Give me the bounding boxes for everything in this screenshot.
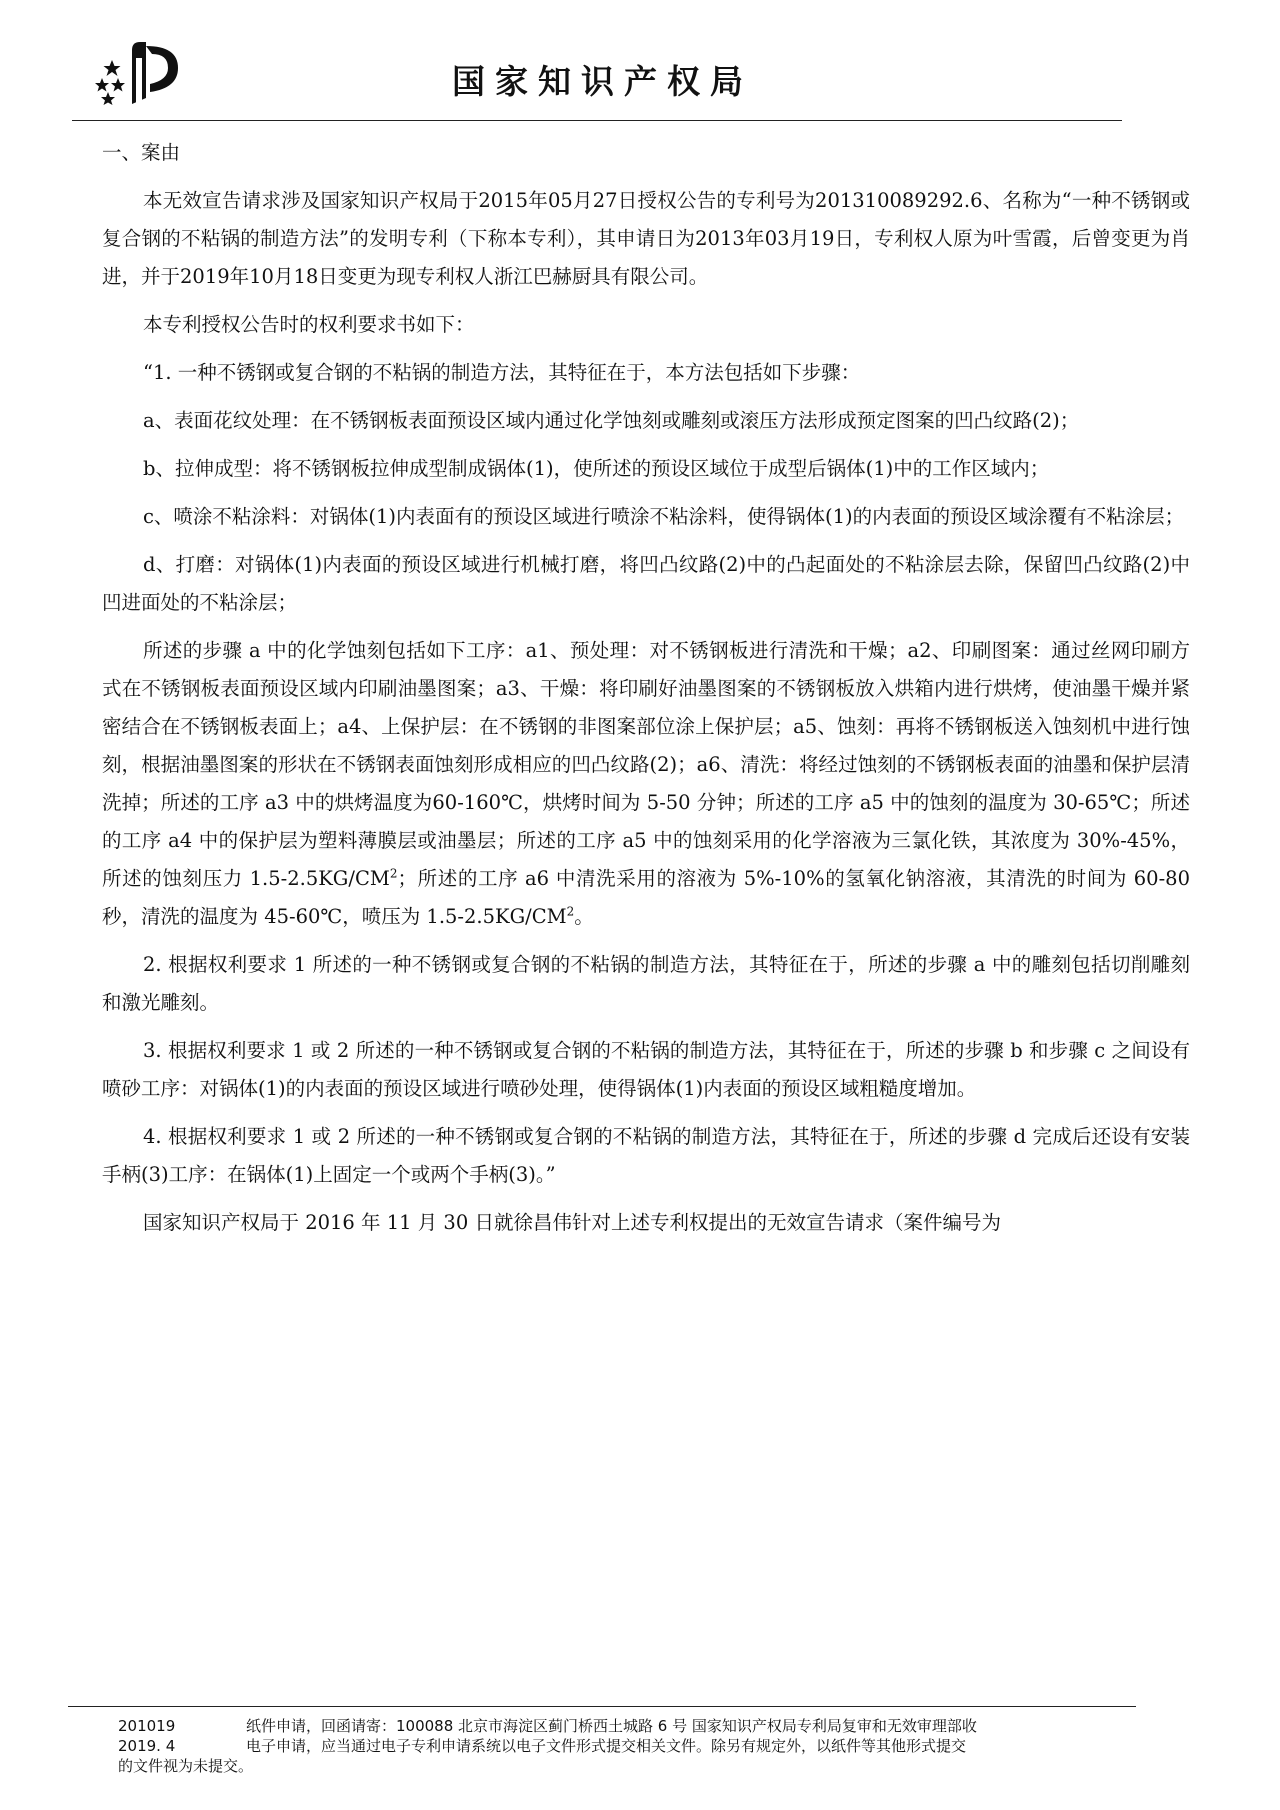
footer-electronic-notice-cont: 的文件视为未提交。: [118, 1757, 254, 1775]
claim-1-step-d: d、打磨：对锅体(1)内表面的预设区域进行机械打磨，将凹凸纹路(2)中的凸起面处的不粘涂层去除，保留凹凸纹路(2)中凹进面处的不粘涂层；: [102, 553, 1190, 614]
claim-1-etching-process: [102, 632, 1190, 936]
claim-1-step-c: c、喷涂不粘涂料：对锅体(1)内表面有的预设区域进行喷涂不粘涂料，使得锅体(1)的内表面的预设区域涂覆有不粘涂层；: [143, 505, 1185, 528]
form-code: 201019: [118, 1717, 176, 1735]
claim-1-step-b: b、拉伸成型：将不锈钢板拉伸成型制成锅体(1)，使所述的预设区域位于成型后锅体(1)中的工作区域内；: [143, 457, 1050, 480]
page-footer: [118, 1716, 1198, 1776]
claim-1-step-a: a、表面花纹处理：在不锈钢板表面预设区域内通过化学蚀刻或雕刻或滚压方法形成预定图案的凹凸纹路(2)；: [143, 409, 1080, 432]
form-version: 2019. 4: [118, 1737, 176, 1755]
etching-text-end: 。: [574, 905, 594, 928]
closing-paragraph: 国家知识产权局于 2016 年 11 月 30 日就徐昌伟针对上述专利权提出的无效宣告请求（案件编号为: [143, 1211, 1001, 1234]
claim-2: 2. 根据权利要求 1 所述的一种不锈钢或复合钢的不粘锅的制造方法，其特征在于，所述的步骤 a 中的雕刻包括切削雕刻和激光雕刻。: [102, 953, 1190, 1014]
page-header: [0, 0, 1280, 122]
agency-name: 国家知识产权局: [452, 62, 753, 101]
section-heading: 一、案由: [102, 141, 181, 164]
etching-text: 所述的步骤 a 中的化学蚀刻包括如下工序：a1、预处理：对不锈钢板进行清洗和干燥；a2、印刷图案：通过丝网印刷方式在不锈钢板表面预设区域内印刷油墨图案；a3、干燥：将印刷好油墨图案的不锈钢板放入烘箱内进行烘烤，使油墨干燥并紧密结合在不锈钢板表面上；a4、上保护层：在不锈钢的非图案部位涂上保护层；a5、蚀刻：再将不锈钢板送入蚀刻机中进行蚀刻，根据油墨图案的形状在不锈钢表面蚀刻形成相应的凹凸纹路(2)；a6、清洗：将经过蚀刻的不锈钢板表面的油墨和保护层清洗掉；所述的工序 a3 中的烘烤温度为60-160℃，烘烤时间为 5-50 分钟；所述的工序 a5 中的蚀刻的温度为 30-65℃；所述的工序 a4 中的保护层为塑料薄膜层或油墨层；所述的工序 a5 中的蚀刻采用的化学溶液为三氯化铁，其浓度为 30%-45%，所述的蚀刻压力 1.5-2.5KG/CM: [102, 639, 1190, 890]
superscript: 2: [566, 904, 575, 919]
paragraph-claims-intro: 本专利授权公告时的权利要求书如下：: [143, 313, 475, 336]
document-body: [102, 134, 1190, 1242]
header-divider: [72, 120, 1122, 121]
claim-1-heading: “1. 一种不锈钢或复合钢的不粘锅的制造方法，其特征在于，本方法包括如下步骤：: [143, 361, 861, 384]
footer-mail-notice: 纸件申请，回函请寄：100088 北京市海淀区蓟门桥西土城路 6 号 国家知识产权局专利局复审和无效审理部收: [246, 1717, 977, 1735]
superscript: 2: [389, 866, 398, 881]
claim-4: 4. 根据权利要求 1 或 2 所述的一种不锈钢或复合钢的不粘锅的制造方法，其特征在于，所述的步骤 d 完成后还设有安装手柄(3)工序：在锅体(1)上固定一个或两个手柄(3)。”: [102, 1125, 1190, 1186]
paragraph-case-intro: 本无效宣告请求涉及国家知识产权局于2015年05月27日授权公告的专利号为201310089292.6、名称为“一种不锈钢或复合钢的不粘锅的制造方法”的发明专利（下称本专利），其申请日为2013年03月19日，专利权人原为叶雪霞，后曾变更为肖进，并于2019年10月18日变更为现专利权人浙江巴赫厨具有限公司。: [102, 189, 1190, 288]
claim-3: 3. 根据权利要求 1 或 2 所述的一种不锈钢或复合钢的不粘锅的制造方法，其特征在于，所述的步骤 b 和步骤 c 之间设有喷砂工序：对锅体(1)的内表面的预设区域进行喷砂处理，使得锅体(1)内表面的预设区域粗糙度增加。: [102, 1039, 1190, 1100]
footer-divider: [68, 1706, 1136, 1707]
etching-text-cont: ；所述的工序 a6 中清洗采用的溶液为 5%-10%的氢氧化钠溶液，其清洗的时间为 60-80秒，清洗的温度为 45-60℃，喷压为 1.5-2.5KG/CM: [102, 867, 1190, 928]
footer-electronic-notice: 电子申请，应当通过电子专利申请系统以电子文件形式提交相关文件。除另有规定外，以纸件等其他形式提交: [246, 1737, 967, 1755]
cnipa-emblem-icon: [92, 38, 192, 106]
